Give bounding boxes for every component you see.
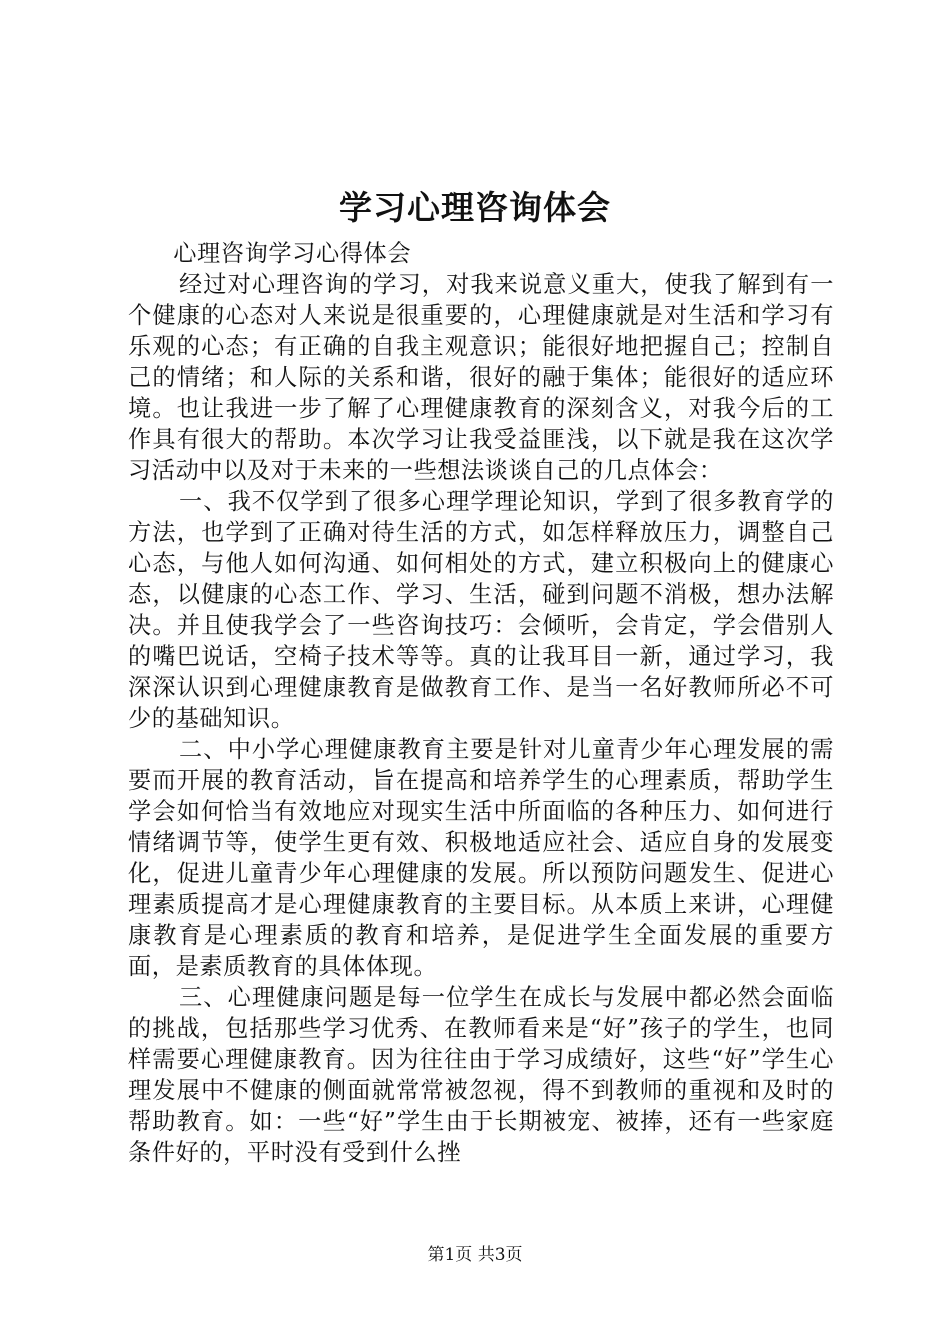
document-subtitle: 心理咨询学习心得体会 [173,240,412,267]
page-footer [0,1243,950,1267]
document-title: 学习心理咨询体会 [339,188,611,227]
document-body [128,238,834,1168]
paragraph-point-2: 二、中小学心理健康教育主要是针对儿童青少年心理发展的需要而开展的教育活动，旨在提高和培养学生的心理素质，帮助学生学会如何恰当有效地应对现实生活中所面临的各种压力、如何进行情绪调节等，使学生更有效、积极地适应社会、适应自身的发展变化，促进儿童青少年心理健康的发展。所以预防问题发生、促进心理素质提高才是心理健康教育的主要目标。从本质上来讲，心理健康教育是心理素质的教育和培养，是促进学生全面发展的重要方面，是素质教育的具体体现。 [128,736,834,980]
paragraph-point-3: 三、心理健康问题是每一位学生在成长与发展中都必然会面临的挑战，包括那些学习优秀、在教师看来是“好”孩子的学生，也同样需要心理健康教育。因为往往由于学习成绩好，这些“好”学生心理发展中不健康的侧面就常常被忽视，得不到教师的重视和及时的帮助教育。如：一些“好”学生由于长期被宠、被捧，还有一些家庭条件好的，平时没有受到什么挫 [128,984,834,1166]
paragraph-intro: 经过对心理咨询的学习，对我来说意义重大，使我了解到有一个健康的心态对人来说是很重要的，心理健康就是对生活和学习有乐观的心态；有正确的自我主观意识；能很好地把握自己；控制自己的情绪；和人际的关系和谐，很好的融于集体；能很好的适应环境。也让我进一步了解了心理健康教育的深刻含义，对我今后的工作具有很大的帮助。本次学习让我受益匪浅，以下就是我在这次学习活动中以及对于未来的一些想法谈谈自己的几点体会： [128,271,834,484]
paragraph-point-1: 一、我不仅学到了很多心理学理论知识，学到了很多教育学的方法，也学到了正确对待生活的方式，如怎样释放压力，调整自己心态，与他人如何沟通、如何相处的方式，建立积极向上的健康心态，以健康的心态工作、学习、生活，碰到问题不消极，想办法解决。并且使我学会了一些咨询技巧：会倾听，会肯定，学会借别人的嘴巴说话，空椅子技术等等。真的让我耳目一新，通过学习，我深深认识到心理健康教育是做教育工作、是当一名好教师所必不可少的基础知识。 [128,488,834,732]
page-indicator: 第1页 共3页 [427,1245,523,1265]
